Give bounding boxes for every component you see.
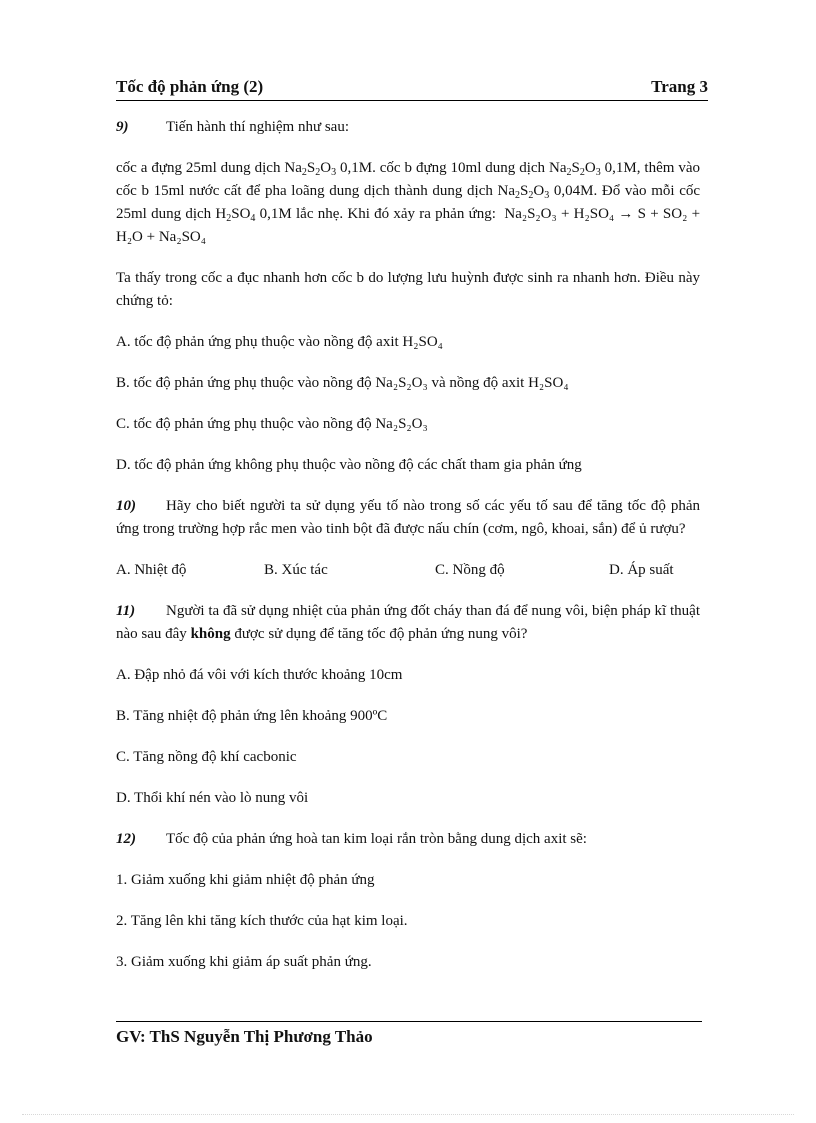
answer-option-b: B. Xúc tác (264, 562, 328, 578)
page-header (116, 74, 708, 101)
answer-option-b: B. Tăng nhiệt độ phản ứng lên khoảng 900ºC (116, 708, 388, 724)
question-10: 10) Hãy cho biết người ta sử dụng yếu tố nào trong số các yếu tố sau để tăng tốc độ phản ứng trong trường hợp rắc men vào tinh bột đã được nấu chín (cơm, ngô, khoai, sắn) để ủ rượu? (116, 495, 700, 541)
page-edge (22, 1114, 794, 1115)
answer-option-a: A. Đập nhỏ đá vôi với kích thước khoảng 10cm (116, 667, 403, 683)
question-9-body: cốc a đựng 25ml dung dịch $Na_2S_2O_3$ 0,1M. cốc b đựng 10ml dung dịch $Na_2S_2O_3$ 0,1M, thêm vào cốc b 15ml nước cất để pha loãng dung dịch thành dung dịch $Na_2S_2O_3$ 0,04M. Đổ vào mỗi cốc 25ml dung dịch $H_2SO_4$ 0,1M lắc nhẹ. Khi đó xảy ra phản ứng: Na₂S₂O₃ + H₂SO₄ → S + SO₂ + H₂O + Na₂SO₄ (116, 160, 701, 245)
page-number: Trang 3 (651, 77, 708, 96)
question-number: 9) (116, 119, 129, 135)
answer-option-d: D. Áp suất (609, 562, 674, 578)
list-item: 1. Giảm xuống khi giảm nhiệt độ phản ứng (116, 872, 375, 888)
list-item: 2. Tăng lên khi tăng kích thước của hạt kim loại. (116, 913, 408, 929)
answer-option-c: C. Nồng độ (435, 562, 505, 578)
question-11: 11) Người ta đã sử dụng nhiệt của phản ứng đốt cháy than đá để nung vôi, biện pháp kĩ thuật nào sau đây không được sử dụng để tăng tốc độ phản ứng nung vôi? (116, 600, 700, 646)
document-body (116, 116, 700, 974)
answer-option-a: A. Nhiệt độ (116, 562, 187, 578)
emphasis-word: không (190, 626, 231, 642)
question-12: 12) Tốc độ của phản ứng hoà tan kim loại rắn tròn bằng dung dịch axit sẽ: (116, 828, 700, 851)
page-footer (116, 1021, 702, 1047)
list-item: 3. Giảm xuống khi giảm áp suất phản ứng. (116, 954, 372, 970)
answer-option-d: D. tốc độ phản ứng không phụ thuộc vào nồng độ các chất tham gia phản ứng (116, 457, 582, 473)
question-number: 11) (116, 603, 136, 619)
answer-option-a: A. tốc độ phản ứng phụ thuộc vào nồng độ axit H₂SO₄ (116, 334, 443, 350)
question-number: 10) (116, 498, 136, 514)
answer-option-d: D. Thổi khí nén vào lò nung vôi (116, 790, 309, 806)
question-9-intro: 9) Tiến hành thí nghiệm như sau: (116, 116, 700, 139)
document-title: Tốc độ phản ứng (2) (116, 77, 264, 96)
question-10-options (116, 559, 700, 582)
answer-option-c: C. tốc độ phản ứng phụ thuộc vào nồng độ Na₂S₂O₃ (116, 416, 428, 432)
author-name: GV: ThS Nguyễn Thị Phương Thảo (116, 1027, 373, 1046)
question-9-observation: Ta thấy trong cốc a đục nhanh hơn cốc b do lượng lưu huỳnh được sinh ra nhanh hơn. Điều này chứng tỏ: (116, 270, 700, 309)
answer-option-c: C. Tăng nồng độ khí cacbonic (116, 749, 297, 765)
reaction-equation: Na₂S₂O₃ + H₂SO₄ → S + SO₂ + H₂O + Na₂SO₄ (116, 206, 701, 245)
question-number: 12) (116, 831, 136, 847)
answer-option-b: B. tốc độ phản ứng phụ thuộc vào nồng độ Na₂S₂O₃ và nồng độ axit H₂SO₄ (116, 375, 569, 391)
